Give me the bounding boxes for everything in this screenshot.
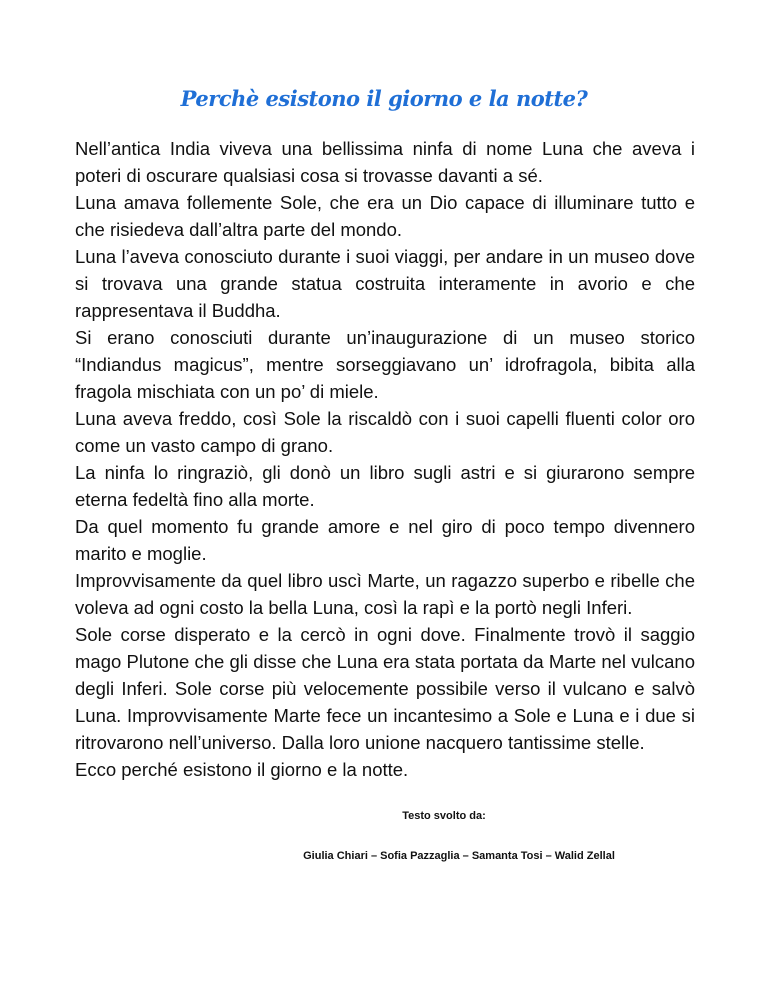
- story-paragraph: Sole corse disperato e la cercò in ogni dove. Finalmente trovò il saggio mago Plutone che gli disse che Luna era stata portata da Marte nel vulcano degli Inferi. Sole corse più velocemente possibile verso il vulcano e salvò Luna. Improvvisamente Marte fece un incantesimo a Sole e Luna e i due si ritrovarono nell’universo. Dalla loro unione nacquero tantissime stelle.: [75, 624, 695, 753]
- story-body: [75, 135, 695, 783]
- story-paragraph: Luna aveva freddo, così Sole la riscaldò con i suoi capelli fluenti color oro come un vasto campo di grano.: [75, 408, 695, 456]
- story-paragraph: Nell’antica India viveva una bellissima ninfa di nome Luna che aveva i poteri di oscurare qualsiasi cosa si trovasse davanti a sé.: [75, 138, 695, 186]
- story-paragraph: Da quel momento fu grande amore e nel giro di poco tempo divennero marito e moglie.: [75, 516, 695, 564]
- credits-names: Giulia Chiari – Sofia Pazzaglia – Samanta Tosi – Walid Zellal: [303, 850, 615, 862]
- story-paragraph: Si erano conosciuti durante un’inaugurazione di un museo storico “Indiandus magicus”, mentre sorseggiavano un’ idrofragola, bibita alla fragola mischiata con un po’ di miele.: [75, 327, 695, 402]
- story-paragraph: Luna amava follemente Sole, che era un Dio capace di illuminare tutto e che risiedeva dall’altra parte del mondo.: [75, 192, 695, 240]
- credits-label: Testo svolto da:: [402, 810, 486, 822]
- document-title: Perchè esistono il giorno e la notte?: [180, 86, 588, 111]
- story-paragraph: Ecco perché esistono il giorno e la notte.: [75, 759, 409, 780]
- story-paragraph: La ninfa lo ringraziò, gli donò un libro sugli astri e si giurarono sempre eterna fedeltà fino alla morte.: [75, 462, 695, 510]
- story-paragraph: Improvvisamente da quel libro uscì Marte, un ragazzo superbo e ribelle che voleva ad ogni costo la bella Luna, così la rapì e la portò negli Inferi.: [75, 570, 695, 618]
- story-paragraph: Luna l’aveva conosciuto durante i suoi viaggi, per andare in un museo dove si trovava una grande statua costruita interamente in avorio e che rappresentava il Buddha.: [75, 246, 695, 321]
